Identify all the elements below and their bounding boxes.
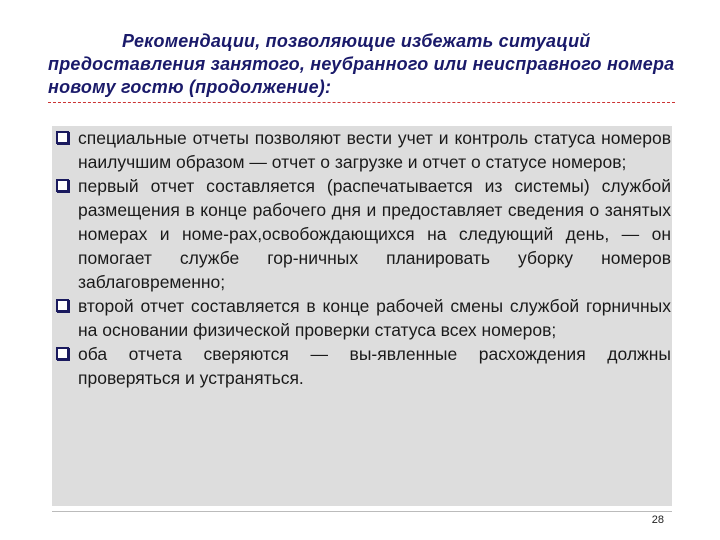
footer-divider xyxy=(52,511,672,512)
bullet-list xyxy=(55,126,671,390)
checkbox-icon xyxy=(56,299,69,312)
bullet-text: второй отчет составляется в конце рабочей смены службой горничных на основании физической проверки статуса всех номеров; xyxy=(78,296,671,340)
page-number: 28 xyxy=(651,514,664,526)
checkbox-icon xyxy=(56,347,69,360)
checkbox-icon xyxy=(56,131,69,144)
title-divider xyxy=(48,102,675,103)
bullet-text: первый отчет составляется (распечатывается из системы) службой размещения в конце рабочего дня и предоставляет сведения о занятых номерах и номе-рах,освобождающихся на следующий день, — он помогает службе гор-ничных планировать уборку номеров заблаговременно; xyxy=(78,176,671,292)
list-item xyxy=(55,174,671,294)
slide-title: Рекомендации, позволяющие избежать ситуаций предоставления занятого, неубранного или неисправного номера новому гостю (продолжение): xyxy=(48,31,675,97)
list-item xyxy=(55,294,671,342)
list-item xyxy=(55,342,671,390)
bullet-text: специальные отчеты позволяют вести учет и контроль статуса номеров наилучшим образом — отчет о загрузке и отчет о статусе номеров; xyxy=(78,128,671,172)
bullet-text: оба отчета сверяются — вы-явленные расхождения должны проверяться и устраняться. xyxy=(78,344,671,388)
checkbox-icon xyxy=(56,179,69,192)
list-item xyxy=(55,126,671,174)
